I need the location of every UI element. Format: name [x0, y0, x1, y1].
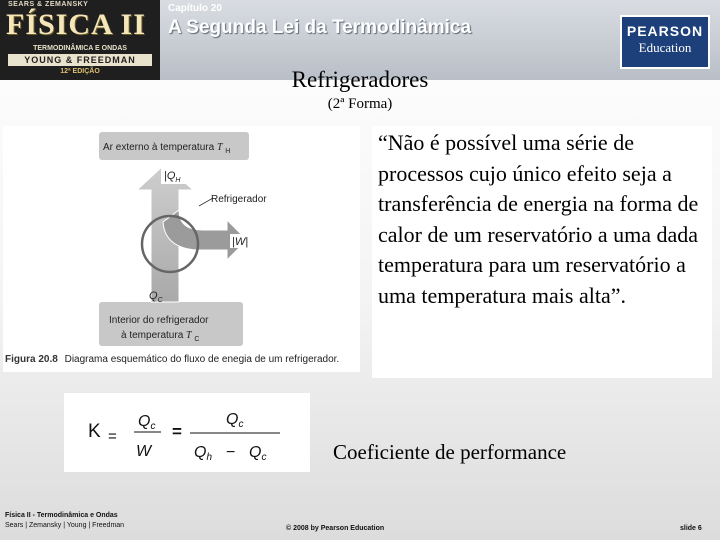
footer-authors: Sears | Zemansky | Young | Freedman	[5, 522, 125, 529]
work-label: |W|	[232, 236, 249, 248]
qc-sub: C	[157, 297, 163, 304]
hot-reservoir-sub: H	[225, 148, 231, 155]
qh-label: |Q	[164, 170, 176, 182]
svg-text:Qh	[194, 444, 212, 463]
formula-minus: −	[226, 444, 236, 461]
formula-k: K	[88, 421, 101, 442]
svg-text:Qc	[138, 413, 155, 432]
refrigerator-label: Refrigerador	[211, 194, 267, 205]
formula-den2-a-sub: h	[206, 452, 213, 463]
book-authors: SEARS & ZEMANSKY	[8, 1, 89, 8]
cold-reservoir-var: T	[186, 330, 192, 341]
svg-text:Qc	[249, 444, 266, 463]
book-edition: 12ª EDIÇÃO	[60, 68, 100, 75]
formula-den2-b-sub: c	[261, 452, 267, 463]
cold-reservoir-line2: à temperatura	[121, 330, 184, 341]
second-law-statement: “Não é possível uma série de processos cujo único efeito seja a transferência de energia na forma de calor de um reservatório a uma dada temperatura para um reservatório a uma temperatura mais alta”.	[372, 126, 712, 378]
formula-den1: W	[136, 443, 152, 460]
qh-sub: H	[175, 177, 181, 184]
caption-prefix: Figura 20.8	[5, 354, 58, 365]
slide-subtitle: (2ª Forma)	[327, 96, 393, 112]
formula-num2-sub: c	[238, 419, 244, 430]
caption-text: Diagrama esquemático do fluxo de enegia de um refrigerador.	[64, 354, 340, 365]
formula-eq2: =	[172, 422, 182, 441]
formula-num1-sub: c	[150, 421, 156, 432]
publisher-logo	[620, 15, 710, 69]
publisher-division: Education	[638, 40, 692, 55]
slide-title: Refrigeradores	[291, 67, 429, 92]
formula-num2: Q	[226, 411, 239, 428]
book-authors2: YOUNG & FREEDMAN	[8, 54, 152, 66]
footer-copyright: © 2008 by Pearson Education	[286, 525, 385, 532]
cold-reservoir-line1: Interior do refrigerador	[109, 315, 209, 326]
formula-num1: Q	[138, 413, 151, 430]
hot-reservoir-label: Ar externo à temperatura	[103, 142, 215, 153]
footer-credits	[5, 511, 124, 531]
refrigerator-diagram-svg	[3, 126, 360, 372]
cold-reservoir-sub: C	[194, 336, 200, 343]
hot-reservoir-var: T	[216, 142, 223, 153]
formula-svg	[64, 393, 310, 472]
formula-den2-b: Q	[249, 444, 262, 461]
formula-box	[64, 393, 310, 472]
chapter-title: A Segunda Lei da Termodinâmica	[168, 17, 472, 38]
publisher-name: PEARSON	[626, 23, 704, 39]
coefficient-label: Coeficiente de performance	[333, 440, 567, 464]
footer-book: Física II - Termodinâmica e Ondas	[5, 512, 118, 519]
qc-label: Q	[149, 290, 158, 302]
svg-text:Qc	[226, 411, 243, 430]
formula-den2-a: Q	[194, 444, 207, 461]
book-subtitle: TERMODINÂMICA E ONDAS	[33, 45, 127, 52]
svg-text:Figura 20.8 Diagrama esq	[5, 354, 339, 365]
slide-number: slide 6	[680, 525, 702, 532]
chapter-label: Capítulo 20	[168, 3, 222, 14]
refrigerator-diagram	[3, 126, 360, 372]
formula-eq1: =	[108, 428, 117, 445]
book-title: FÍSICA II	[6, 8, 146, 41]
